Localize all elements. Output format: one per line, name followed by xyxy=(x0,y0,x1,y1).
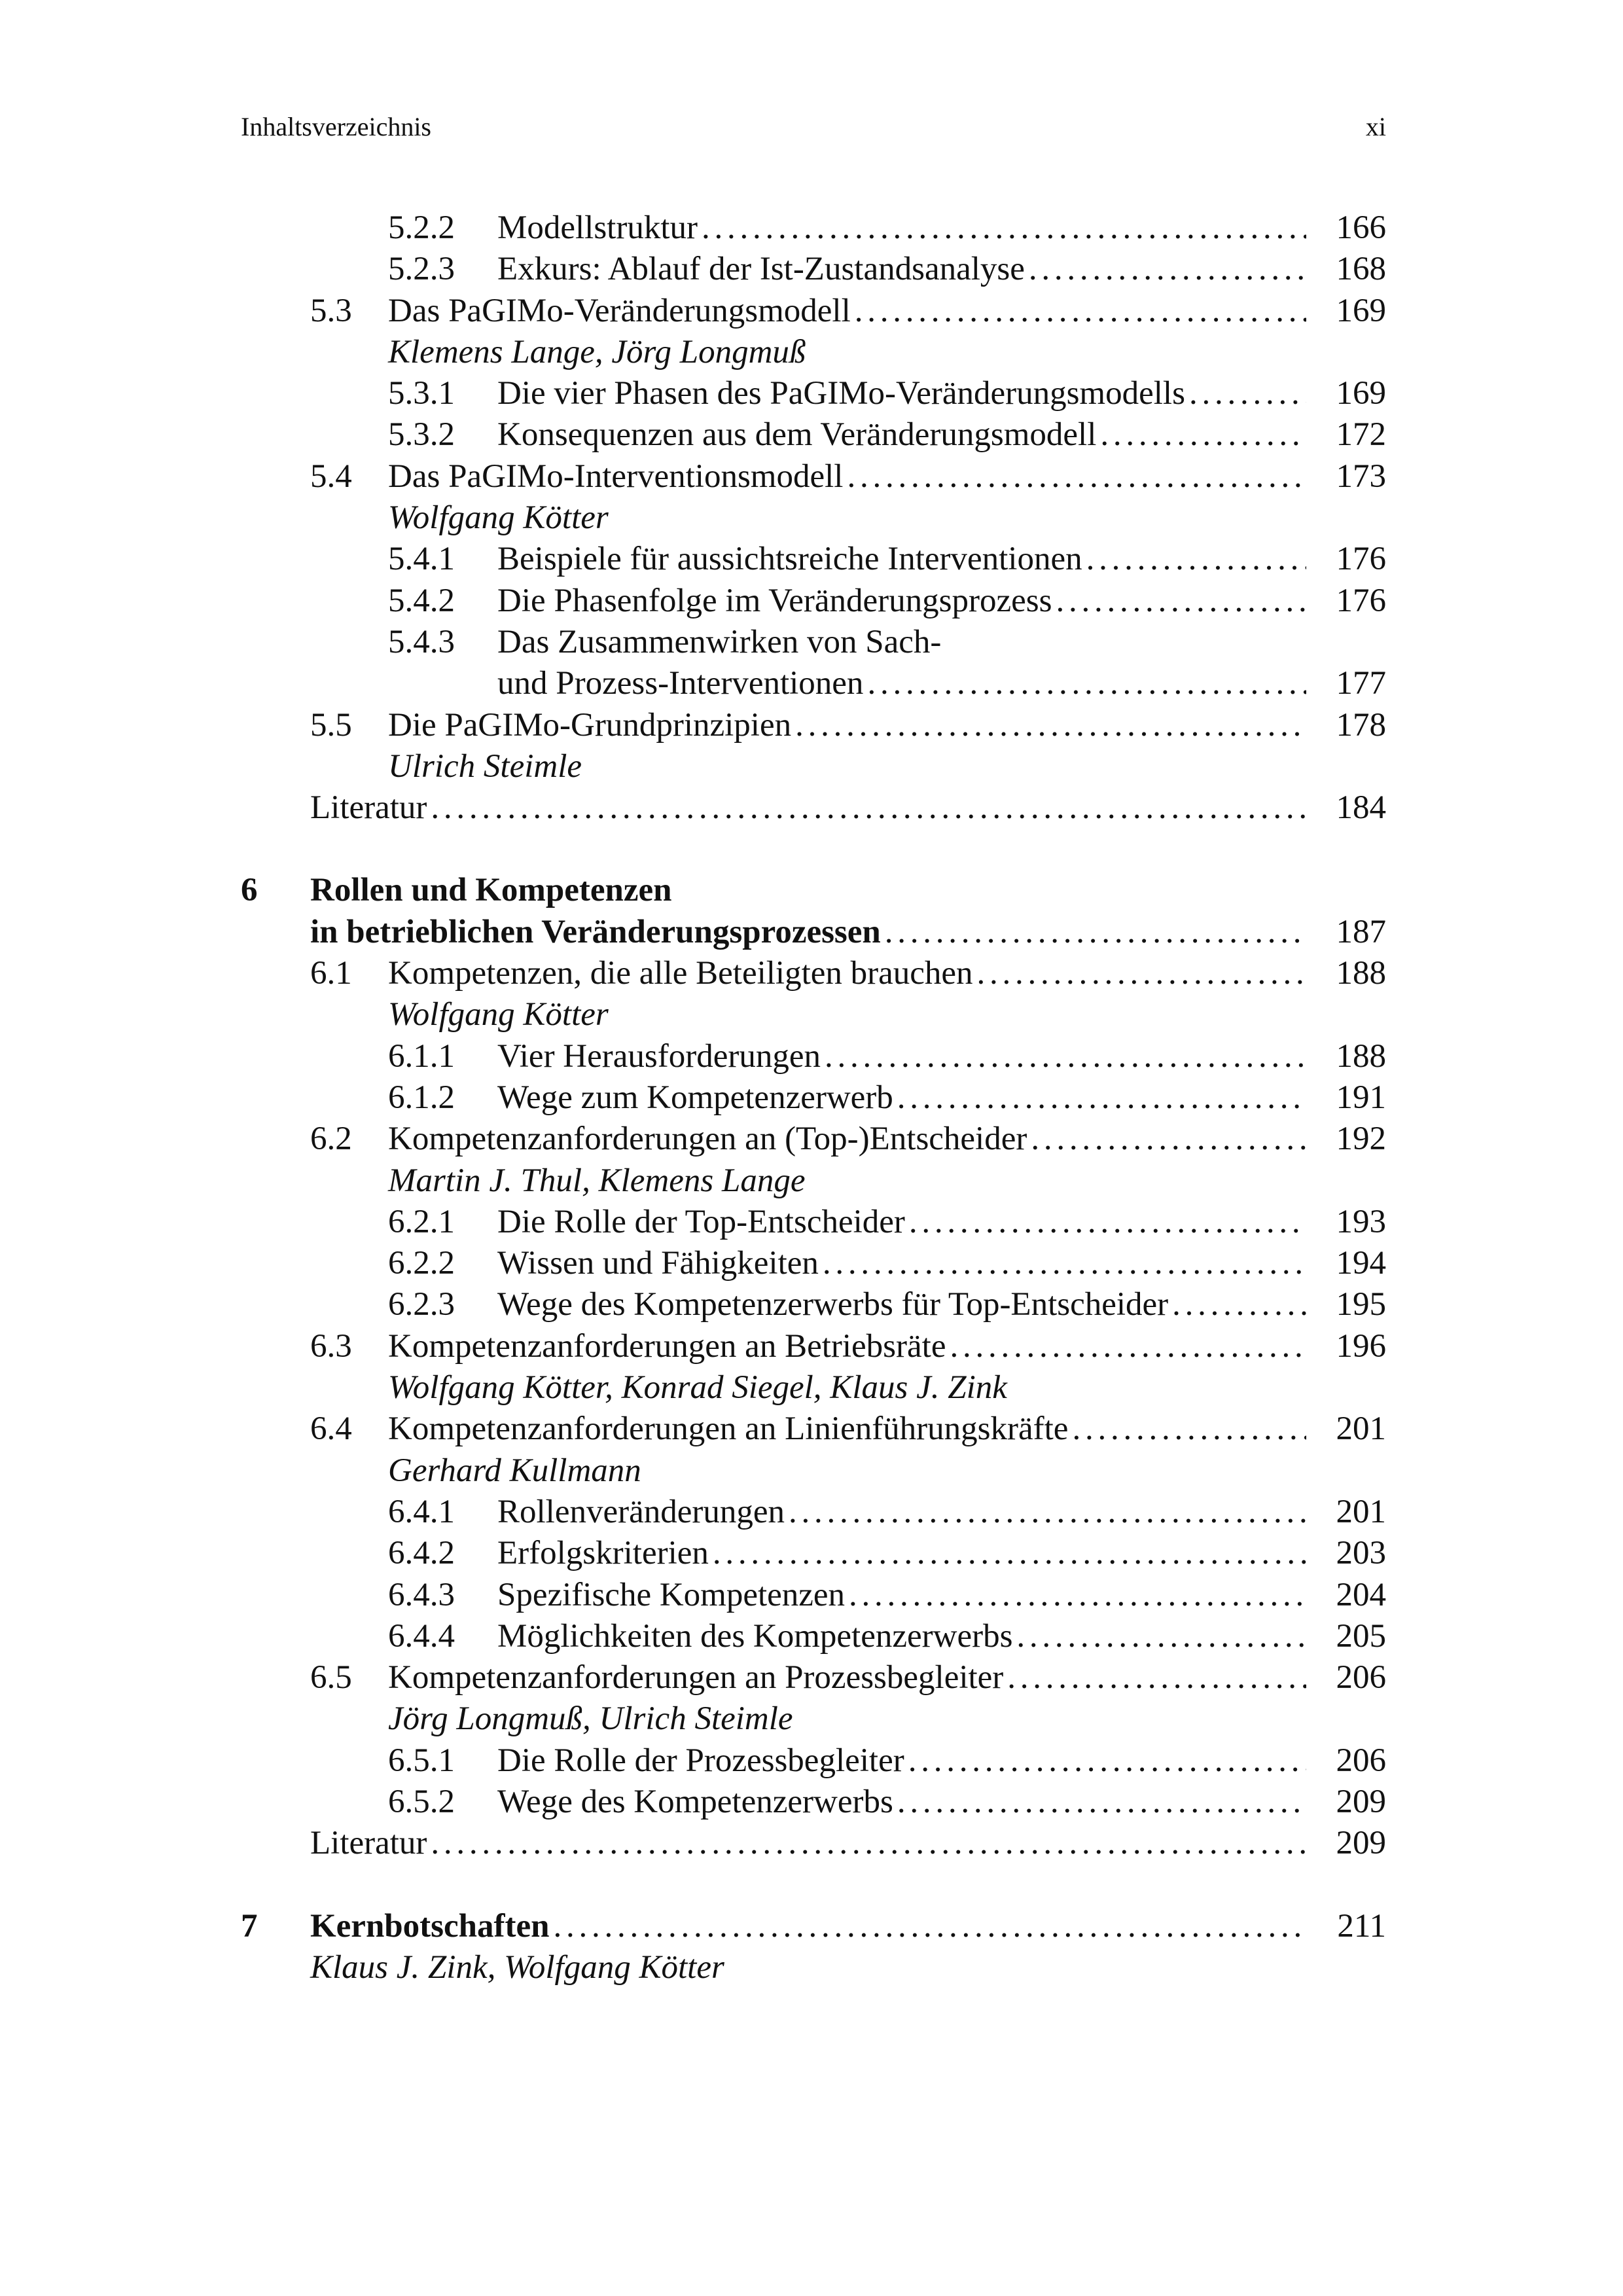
entry-number: 6.3 xyxy=(310,1327,352,1365)
toc-entry[interactable] xyxy=(241,1202,1386,1243)
chapter-heading[interactable] xyxy=(241,870,1386,911)
chapter-number: 6 xyxy=(241,872,258,909)
chapter-heading-line2[interactable] xyxy=(241,912,1386,953)
toc-entry[interactable] xyxy=(241,249,1386,290)
entry-title: Kompetenzanforderungen an Prozessbegleiter xyxy=(388,1659,1004,1696)
dot-leader xyxy=(1100,414,1306,456)
dot-leader xyxy=(702,207,1306,249)
entry-page: 209 xyxy=(1336,1783,1386,1820)
entry-title: Exkurs: Ablauf der Ist-Zustandsanalyse xyxy=(497,251,1025,288)
entry-page: 201 xyxy=(1336,1493,1386,1530)
author-names: Wolfgang Kötter xyxy=(388,499,609,537)
toc-entry[interactable] xyxy=(241,1657,1386,1698)
entry-title: Die vier Phasen des PaGIMo-Veränderungsmodells xyxy=(497,375,1185,412)
entry-title: Rollenveränderungen xyxy=(497,1493,785,1530)
toc-entry[interactable] xyxy=(241,1284,1386,1325)
entry-page: 192 xyxy=(1336,1121,1386,1158)
dot-leader xyxy=(431,1823,1306,1864)
entry-page: 188 xyxy=(1336,955,1386,992)
dot-leader xyxy=(1007,1657,1306,1698)
chapter-title-line2: in betrieblichen Veränderungsprozessen xyxy=(310,913,881,950)
running-head-title: Inhaltsverzeichnis xyxy=(241,112,431,141)
chapter-number: 7 xyxy=(241,1907,258,1945)
entry-number: 5.2.3 xyxy=(388,251,455,288)
entry-author xyxy=(241,1450,1386,1492)
entry-page: 201 xyxy=(1336,1410,1386,1448)
dot-leader xyxy=(855,291,1306,332)
dot-leader xyxy=(950,1326,1306,1367)
dot-leader xyxy=(867,663,1306,704)
entry-number: 6.4.4 xyxy=(388,1617,455,1655)
entry-title: Wege zum Kompetenzerwerb xyxy=(497,1079,893,1116)
entry-page: 166 xyxy=(1336,209,1386,246)
entry-number: 5.3.2 xyxy=(388,416,455,454)
entry-title: Die Rolle der Prozessbegleiter xyxy=(497,1742,904,1779)
entry-title: Beispiele für aussichtsreiche Interventionen xyxy=(497,541,1082,578)
entry-page: 206 xyxy=(1336,1659,1386,1696)
entry-number: 6.1 xyxy=(310,955,352,992)
author-names: Martin J. Thul, Klemens Lange xyxy=(388,1162,806,1199)
toc-entry[interactable] xyxy=(241,1492,1386,1533)
entry-number: 6.2 xyxy=(310,1121,352,1158)
dot-leader xyxy=(431,787,1306,829)
entry-title: Wege des Kompetenzerwerbs xyxy=(497,1783,893,1820)
dot-leader xyxy=(977,953,1306,994)
chapter-heading[interactable] xyxy=(241,1906,1386,1947)
entry-title: Das PaGIMo-Interventionsmodell xyxy=(388,457,844,495)
entry-page: 209 xyxy=(1336,1825,1386,1862)
entry-page: 187 xyxy=(1336,913,1386,950)
entry-title: Die Phasenfolge im Veränderungsprozess xyxy=(497,582,1052,619)
entry-page: 204 xyxy=(1336,1576,1386,1613)
entry-number: 6.2.3 xyxy=(388,1286,455,1323)
entry-number: 6.1.2 xyxy=(388,1079,455,1116)
entry-title: Modellstruktur xyxy=(497,209,698,246)
entry-page: 205 xyxy=(1336,1617,1386,1655)
entry-page: 169 xyxy=(1336,292,1386,329)
entry-page: 184 xyxy=(1336,789,1386,827)
entry-number: 6.4 xyxy=(310,1410,352,1448)
dot-leader xyxy=(849,1575,1306,1616)
author-names: Gerhard Kullmann xyxy=(388,1452,641,1489)
table-of-contents xyxy=(241,207,1386,1988)
entry-title: Spezifische Kompetenzen xyxy=(497,1576,846,1613)
entry-page: 169 xyxy=(1336,375,1386,412)
entry-number: 6.4.2 xyxy=(388,1535,455,1572)
toc-entry[interactable] xyxy=(241,1119,1386,1160)
entry-title: Vier Herausforderungen xyxy=(497,1037,821,1075)
toc-entry[interactable] xyxy=(241,1740,1386,1782)
author-names: Klemens Lange, Jörg Longmuß xyxy=(388,333,806,370)
page-number: xi xyxy=(1365,112,1386,141)
entry-title: Das PaGIMo-Veränderungsmodell xyxy=(388,292,851,329)
entry-page: 177 xyxy=(1336,665,1386,702)
entry-title: Das Zusammenwirken von Sach- xyxy=(497,623,942,660)
entry-number: 5.3.1 xyxy=(388,375,455,412)
toc-entry[interactable] xyxy=(241,373,1386,414)
entry-page: 206 xyxy=(1336,1742,1386,1779)
author-names: Ulrich Steimle xyxy=(388,747,582,785)
entry-author xyxy=(241,746,1386,787)
dot-leader xyxy=(1031,1119,1306,1160)
toc-entry-continuation[interactable] xyxy=(241,663,1386,704)
toc-entry[interactable] xyxy=(241,953,1386,994)
dot-leader xyxy=(909,1202,1306,1243)
toc-entry[interactable] xyxy=(241,1036,1386,1077)
toc-entry-literature[interactable] xyxy=(241,787,1386,829)
chapter-title: Kernbotschaften xyxy=(310,1907,550,1945)
chapter-title-line1: Rollen und Kompetenzen xyxy=(310,872,672,909)
entry-number: 5.4.2 xyxy=(388,582,455,619)
toc-entry[interactable] xyxy=(241,414,1386,456)
entry-page: 176 xyxy=(1336,582,1386,619)
entry-number: 5.4.1 xyxy=(388,541,455,578)
entry-author xyxy=(241,497,1386,539)
author-names: Wolfgang Kötter xyxy=(388,996,609,1033)
entry-number: 5.2.2 xyxy=(388,209,455,246)
toc-entry[interactable] xyxy=(241,622,1386,663)
entry-author xyxy=(241,332,1386,373)
toc-entry[interactable] xyxy=(241,705,1386,746)
entry-page: 191 xyxy=(1336,1079,1386,1116)
entry-title: Literatur xyxy=(310,1825,427,1862)
entry-page: 168 xyxy=(1336,251,1386,288)
entry-page: 172 xyxy=(1336,416,1386,454)
entry-page: 211 xyxy=(1337,1907,1386,1945)
entry-title: Die PaGIMo-Grundprinzipien xyxy=(388,706,792,744)
toc-entry[interactable] xyxy=(241,1243,1386,1284)
entry-number: 6.4.3 xyxy=(388,1576,455,1613)
entry-page: 203 xyxy=(1336,1535,1386,1572)
dot-leader xyxy=(795,705,1306,746)
entry-page: 194 xyxy=(1336,1245,1386,1282)
entry-number: 6.1.1 xyxy=(388,1037,455,1075)
toc-entry[interactable] xyxy=(241,1077,1386,1119)
entry-number: 6.5 xyxy=(310,1659,352,1696)
entry-title: Möglichkeiten des Kompetenzerwerbs xyxy=(497,1617,1013,1655)
entry-title: Kompetenzanforderungen an (Top-)Entscheider xyxy=(388,1121,1027,1158)
entry-page: 195 xyxy=(1336,1286,1386,1323)
entry-number: 6.5.1 xyxy=(388,1742,455,1779)
running-head xyxy=(241,109,1386,145)
dot-leader xyxy=(823,1243,1306,1284)
toc-entry[interactable] xyxy=(241,1616,1386,1657)
dot-leader xyxy=(847,456,1306,497)
entry-number: 6.5.2 xyxy=(388,1783,455,1820)
entry-title: Konsequenzen aus dem Veränderungsmodell xyxy=(497,416,1097,454)
toc-entry[interactable] xyxy=(241,1533,1386,1574)
dot-leader xyxy=(1016,1616,1306,1657)
entry-page: 178 xyxy=(1336,706,1386,744)
dot-leader xyxy=(1189,373,1306,414)
entry-author xyxy=(241,1698,1386,1740)
entry-number: 5.5 xyxy=(310,706,352,744)
toc-entry-literature[interactable] xyxy=(241,1823,1386,1864)
entry-number: 6.2.1 xyxy=(388,1203,455,1240)
dot-leader xyxy=(713,1533,1306,1574)
toc-entry[interactable] xyxy=(241,456,1386,497)
entry-number: 5.4 xyxy=(310,457,352,495)
entry-title: Erfolgskriterien xyxy=(497,1535,709,1572)
dot-leader xyxy=(1072,1408,1306,1450)
entry-author xyxy=(241,1160,1386,1202)
entry-number: 6.2.2 xyxy=(388,1245,455,1282)
author-names: Jörg Longmuß, Ulrich Steimle xyxy=(388,1700,793,1738)
dot-leader xyxy=(885,912,1306,953)
entry-title: Kompetenzanforderungen an Betriebsräte xyxy=(388,1327,946,1365)
toc-entry[interactable] xyxy=(241,581,1386,622)
entry-title: Wissen und Fähigkeiten xyxy=(497,1245,819,1282)
entry-title: und Prozess-Interventionen xyxy=(497,665,864,702)
entry-title: Kompetenzanforderungen an Linienführungskräfte xyxy=(388,1410,1069,1448)
entry-page: 188 xyxy=(1336,1037,1386,1075)
entry-title: Kompetenzen, die alle Beteiligten brauchen xyxy=(388,955,973,992)
entry-title: Wege des Kompetenzerwerbs für Top-Entscheider xyxy=(497,1286,1169,1323)
entry-author xyxy=(241,994,1386,1035)
entry-page: 196 xyxy=(1336,1327,1386,1365)
entry-title: Literatur xyxy=(310,789,427,827)
entry-number: 5.3 xyxy=(310,292,352,329)
toc-entry[interactable] xyxy=(241,1326,1386,1367)
entry-number: 5.4.3 xyxy=(388,623,455,660)
dot-leader xyxy=(908,1740,1306,1782)
entry-page: 176 xyxy=(1336,541,1386,578)
entry-author xyxy=(241,1947,1386,1988)
entry-page: 173 xyxy=(1336,457,1386,495)
dot-leader xyxy=(1172,1284,1306,1325)
entry-title: Die Rolle der Top-Entscheider xyxy=(497,1203,905,1240)
dot-leader xyxy=(897,1077,1306,1119)
toc-entry[interactable] xyxy=(241,1575,1386,1616)
author-names: Wolfgang Kötter, Konrad Siegel, Klaus J. Zink xyxy=(388,1369,1007,1407)
toc-entry[interactable] xyxy=(241,539,1386,580)
author-names: Klaus J. Zink, Wolfgang Kötter xyxy=(310,1948,724,1986)
toc-entry[interactable] xyxy=(241,291,1386,332)
entry-number: 6.4.1 xyxy=(388,1493,455,1530)
dot-leader xyxy=(1029,249,1306,290)
dot-leader xyxy=(897,1782,1306,1823)
toc-entry[interactable] xyxy=(241,1782,1386,1823)
dot-leader xyxy=(1056,581,1306,622)
dot-leader xyxy=(553,1906,1306,1947)
dot-leader xyxy=(1086,539,1306,580)
toc-entry[interactable] xyxy=(241,207,1386,249)
entry-page: 193 xyxy=(1336,1203,1386,1240)
dot-leader xyxy=(825,1036,1306,1077)
toc-entry[interactable] xyxy=(241,1408,1386,1450)
dot-leader xyxy=(789,1492,1306,1533)
entry-author xyxy=(241,1367,1386,1408)
